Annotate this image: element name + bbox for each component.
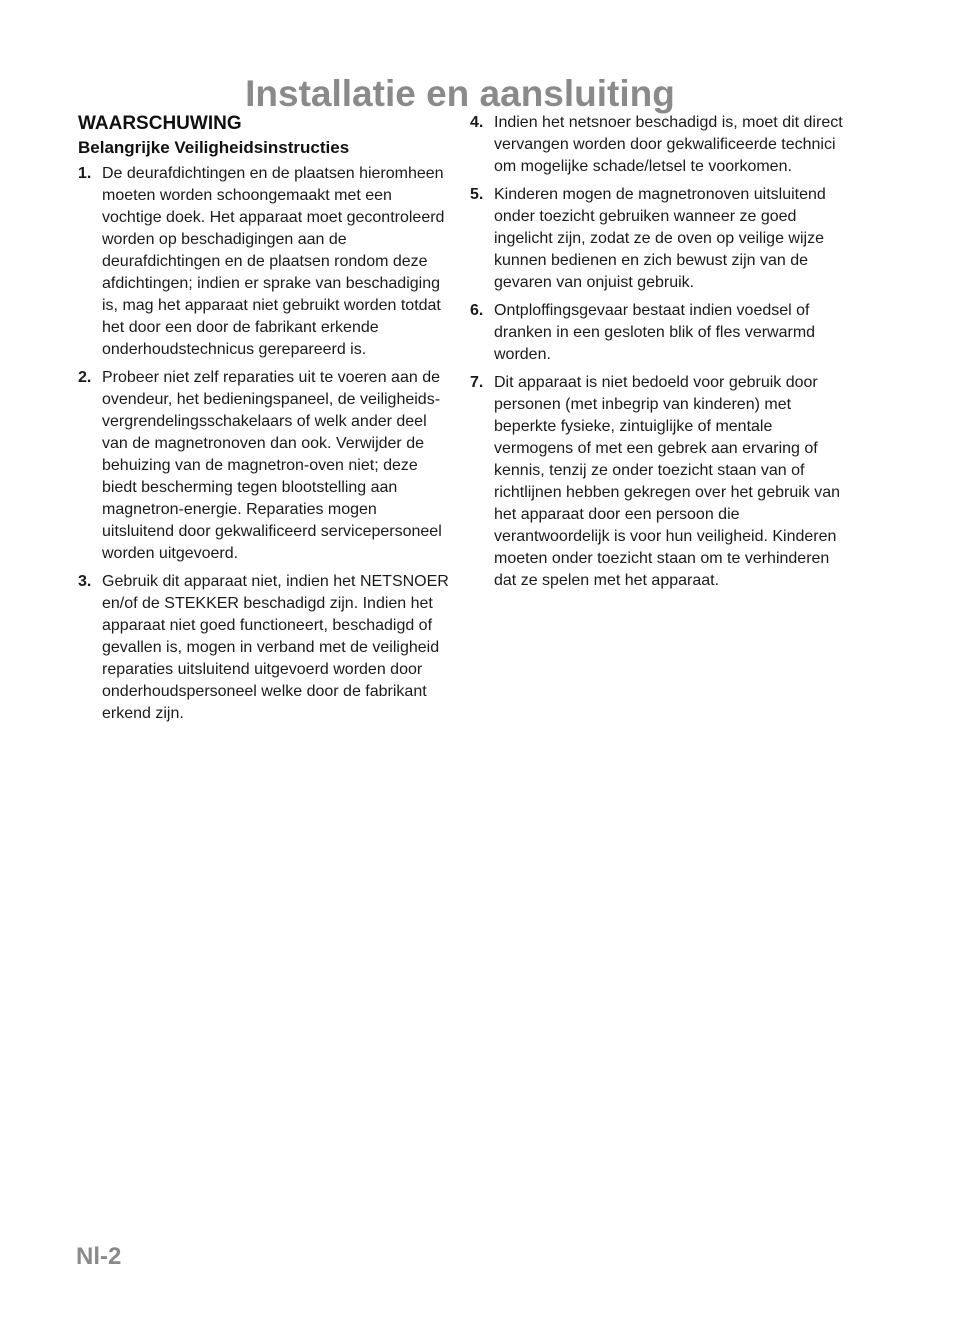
item-text: Gebruik dit apparaat niet, indien het NETSNOER en/of de STEKKER beschadigd zijn. Indien het apparaat niet goed functioneert, beschadigd of gevallen is, mogen in verband met de veiligheid reparaties uitsluitend uitgevoerd worden door onderhoudspersoneel welke door de fabrikant erkend zijn. [102,573,449,722]
item-text: Dit apparaat is niet bedoeld voor gebruik door personen (met inbegrip van kinderen) met beperkte fysieke, zintuiglijke of mentale vermogens of met een gebrek aan ervaring of kennis, tenzij ze onder toezicht staan van of richtlijnen hebben gekregen over het gebruik van het apparaat door een persoon die verantwoordelijk is voor hun veiligheid. Kinderen moeten onder toezicht staan om te verhinderen dat ze spelen met het apparaat. [494,374,841,589]
warning-heading: WAARSCHUWING [78,113,242,134]
page-title: Installatie en aansluiting [245,72,675,114]
instruction-item-6 [470,300,846,366]
item-text: Ontploffingsgevaar bestaat indien voedsel of dranken in een gesloten blik of fles verwarmd worden. [494,302,816,363]
instruction-item-7 [470,372,846,592]
left-column [78,112,450,731]
item-text: Indien het netsnoer beschadigd is, moet dit direct vervangen worden door gekwalificeerde technici om mogelijke schade/letsel te voorkomen. [494,114,843,175]
right-column [470,112,846,598]
item-text: De deurafdichtingen en de plaatsen hieromheen moeten worden schoongemaakt met een vochtige doek. Het apparaat moet gecontroleerd worden op beschadigingen aan de deurafdichtingen en de plaatsen rondom deze afdichtingen; indien er sprake van beschadiging is, mag het apparaat niet gebruikt worden totdat het door een door de fabrikant erkende onderhoudstechnicus gerepareerd is. [102,165,445,358]
instruction-item-5 [470,184,846,294]
item-text: Probeer niet zelf reparaties uit te voeren aan de ovendeur, het bedieningspaneel, de veiligheids-vergrendelingsschakelaars of welk ander deel van de magnetronoven dan ook. Verwijder de behuizing van de magnetron-oven niet; deze biedt bescherming tegen blootstelling aan magnetron-energie. Reparaties mogen uitsluitend door gekwalificeerd servicepersoneel worden uitgevoerd. [102,369,442,562]
instruction-item-4 [470,112,846,178]
item-number: 2. [78,369,92,386]
instruction-item-3 [78,571,450,725]
item-number: 7. [470,374,484,391]
safety-instructions-subheading: Belangrijke Veiligheidsinstructies [78,138,350,157]
item-number: 5. [470,186,484,203]
page-number: Nl-2 [76,1243,122,1270]
instruction-item-1 [78,163,450,361]
item-text: Kinderen mogen de magnetronoven uitsluitend onder toezicht gebruiken wanneer ze goed ingelicht zijn, zodat ze de oven op veilige wijze kunnen bedienen en zich bewust zijn van de gevaren van onjuist gebruik. [494,186,826,291]
item-number: 3. [78,573,92,590]
item-number: 1. [78,165,92,182]
instruction-item-2 [78,367,450,565]
item-number: 4. [470,114,484,131]
item-number: 6. [470,302,484,319]
